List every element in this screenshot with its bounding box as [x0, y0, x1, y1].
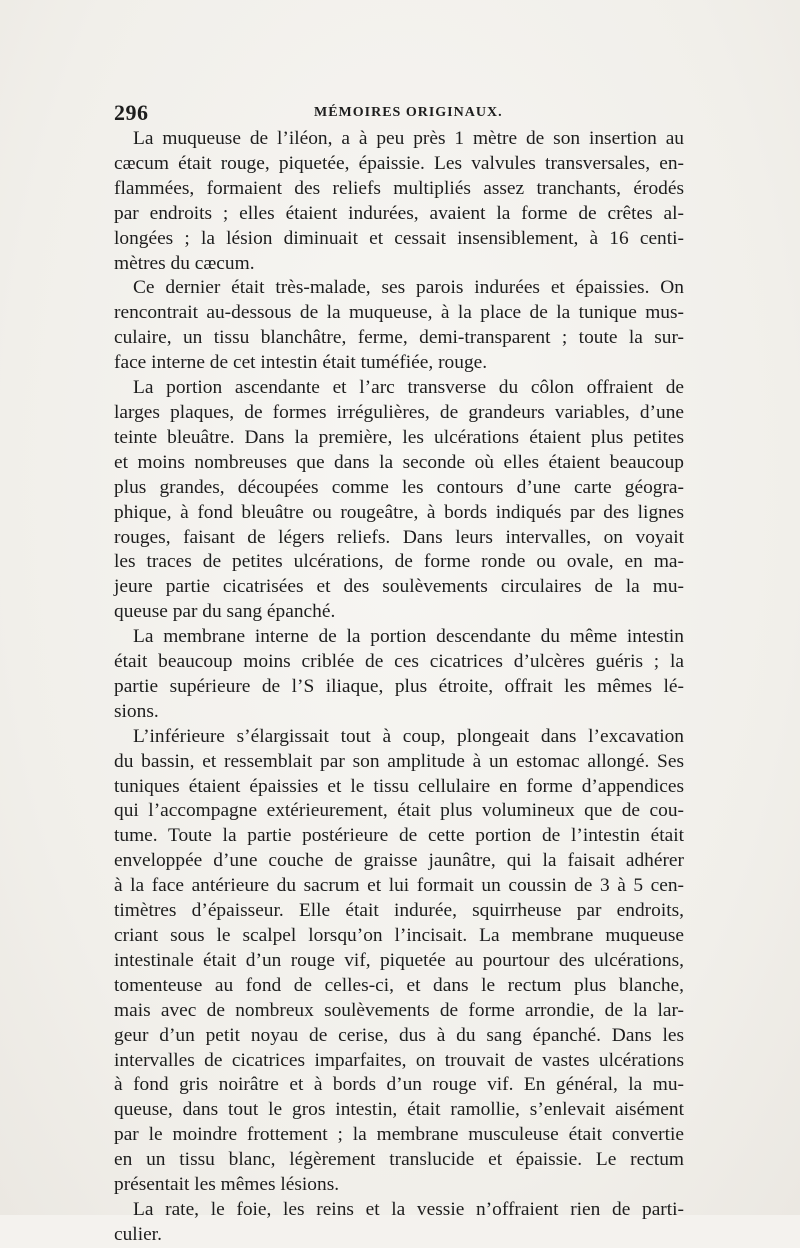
- text-line: culaire, un tissu blanchâtre, ferme, demi-transparent ; toute la sur-: [114, 327, 684, 349]
- text-line: par endroits ; elles étaient indurées, avaient la forme de crêtes al-: [114, 202, 684, 224]
- paragraph-descending: [114, 625, 684, 725]
- text-line: partie supérieure de l’S iliaque, plus étroite, offrait les mêmes lé-: [114, 675, 684, 697]
- text-line: rencontrait au-dessous de la muqueuse, à la place de la tunique mus-: [114, 302, 684, 324]
- page-number: 296: [114, 100, 149, 125]
- text-line: L’inférieure s’élargissait tout à coup, plongeait dans l’excavation: [133, 725, 684, 747]
- text-line: queuse par du sang épanché.: [114, 601, 336, 623]
- text-line: qui l’accompagne extérieurement, était plus volumineux que de cou-: [114, 800, 684, 822]
- text-line: mètres du cæcum.: [114, 252, 255, 274]
- text-line: les traces de petites ulcérations, de forme ronde ou ovale, en ma-: [114, 551, 684, 573]
- text-line: présentait les mêmes lésions.: [114, 1174, 340, 1196]
- text-line: tume. Toute la partie postérieure de cette portion de l’intestin était: [114, 825, 684, 847]
- text-line: La membrane interne de la portion descendante du même intestin: [133, 626, 684, 648]
- text-line: Ce dernier était très-malade, ses parois indurées et épaissies. On: [133, 277, 684, 299]
- paragraph-ileum: [114, 127, 684, 276]
- text-line: longées ; la lésion diminuait et cessait insensiblement, à 16 centi-: [114, 227, 684, 249]
- paragraph-rectum: [114, 725, 684, 1198]
- text-line: par le moindre frottement ; la membrane musculeuse était convertie: [114, 1124, 684, 1146]
- text-line: La portion ascendante et l’arc transverse du côlon offraient de: [133, 377, 684, 399]
- text-line: tomenteuse au fond de celles-ci, et dans le rectum plus blanche,: [114, 974, 684, 996]
- text-line: en un tissu blanc, légèrement translucide et épaissie. Le rectum: [114, 1149, 684, 1171]
- body-text: [114, 127, 684, 1248]
- text-line: La rate, le foie, les reins et la vessie n’offraient rien de parti-: [133, 1198, 684, 1220]
- text-line: La muqueuse de l’iléon, a à peu près 1 mètre de son insertion au: [133, 128, 684, 149]
- text-line: face interne de cet intestin était tuméfiée, rouge.: [114, 352, 488, 374]
- text-line: était beaucoup moins criblée de ces cicatrices d’ulcères guéris ; la: [114, 651, 684, 673]
- text-line: larges plaques, de formes irrégulières, de grandeurs variables, d’une: [114, 401, 684, 423]
- paragraph-caecum: [114, 276, 684, 376]
- text-line: flammées, formaient des reliefs multipliés assez tranchants, érodés: [114, 177, 684, 199]
- text-line: plus grandes, découpées comme les contours d’une carte géogra-: [114, 476, 684, 498]
- text-line: intervalles de cicatrices imparfaites, on trouvait de vastes ulcérations: [114, 1049, 684, 1071]
- text-line: mais avec de nombreux soulèvements de forme arrondie, de la lar-: [114, 999, 684, 1021]
- page-header: [114, 100, 684, 126]
- text-line: sions.: [114, 700, 159, 722]
- text-line: culier.: [114, 1223, 162, 1245]
- text-line: enveloppée d’une couche de graisse jaunâtre, qui la faisait adhérer: [114, 850, 684, 872]
- text-line: à fond gris noirâtre et à bords d’un rouge vif. En général, la mu-: [114, 1074, 684, 1096]
- text-line: intestinale était d’un rouge vif, piquetée au pourtour des ulcérations,: [114, 949, 684, 971]
- text-line: à la face antérieure du sacrum et lui formait un coussin de 3 à 5 cen-: [114, 875, 684, 897]
- text-line: tuniques étaient épaissies et le tissu cellulaire en forme d’appendices: [114, 775, 684, 797]
- text-line: cæcum était rouge, piquetée, épaissie. Les valvules transversales, en-: [114, 152, 684, 174]
- text-line: rouges, faisant de légers reliefs. Dans leurs intervalles, on voyait: [114, 526, 684, 548]
- text-line: timètres d’épaisseur. Elle était indurée, squirrheuse par endroits,: [114, 900, 684, 922]
- text-line: jeure partie cicatrisées et des soulèvements circulaires de la mu-: [114, 576, 684, 598]
- paragraph-other-organs: [114, 1198, 684, 1248]
- text-line: phique, à fond bleuâtre ou rougeâtre, à bords indiqués par des lignes: [114, 501, 684, 523]
- text-line: du bassin, et ressemblait par son amplitude à un estomac allongé. Ses: [114, 750, 684, 772]
- paragraph-colon: [114, 376, 684, 625]
- text-line: et moins nombreuses que dans la seconde où elles étaient beaucoup: [114, 451, 684, 473]
- text-line: geur d’un petit noyau de cerise, dus à du sang épanché. Dans les: [114, 1024, 684, 1046]
- running-title: MÉMOIRES ORIGINAUX.: [314, 105, 503, 120]
- text-line: criant sous le scalpel lorsqu’on l’incisait. La membrane muqueuse: [114, 925, 684, 946]
- text-line: teinte bleuâtre. Dans la première, les ulcérations étaient plus petites: [114, 426, 684, 448]
- text-line: queuse, dans tout le gros intestin, était ramollie, s’enlevait aisément: [114, 1099, 684, 1121]
